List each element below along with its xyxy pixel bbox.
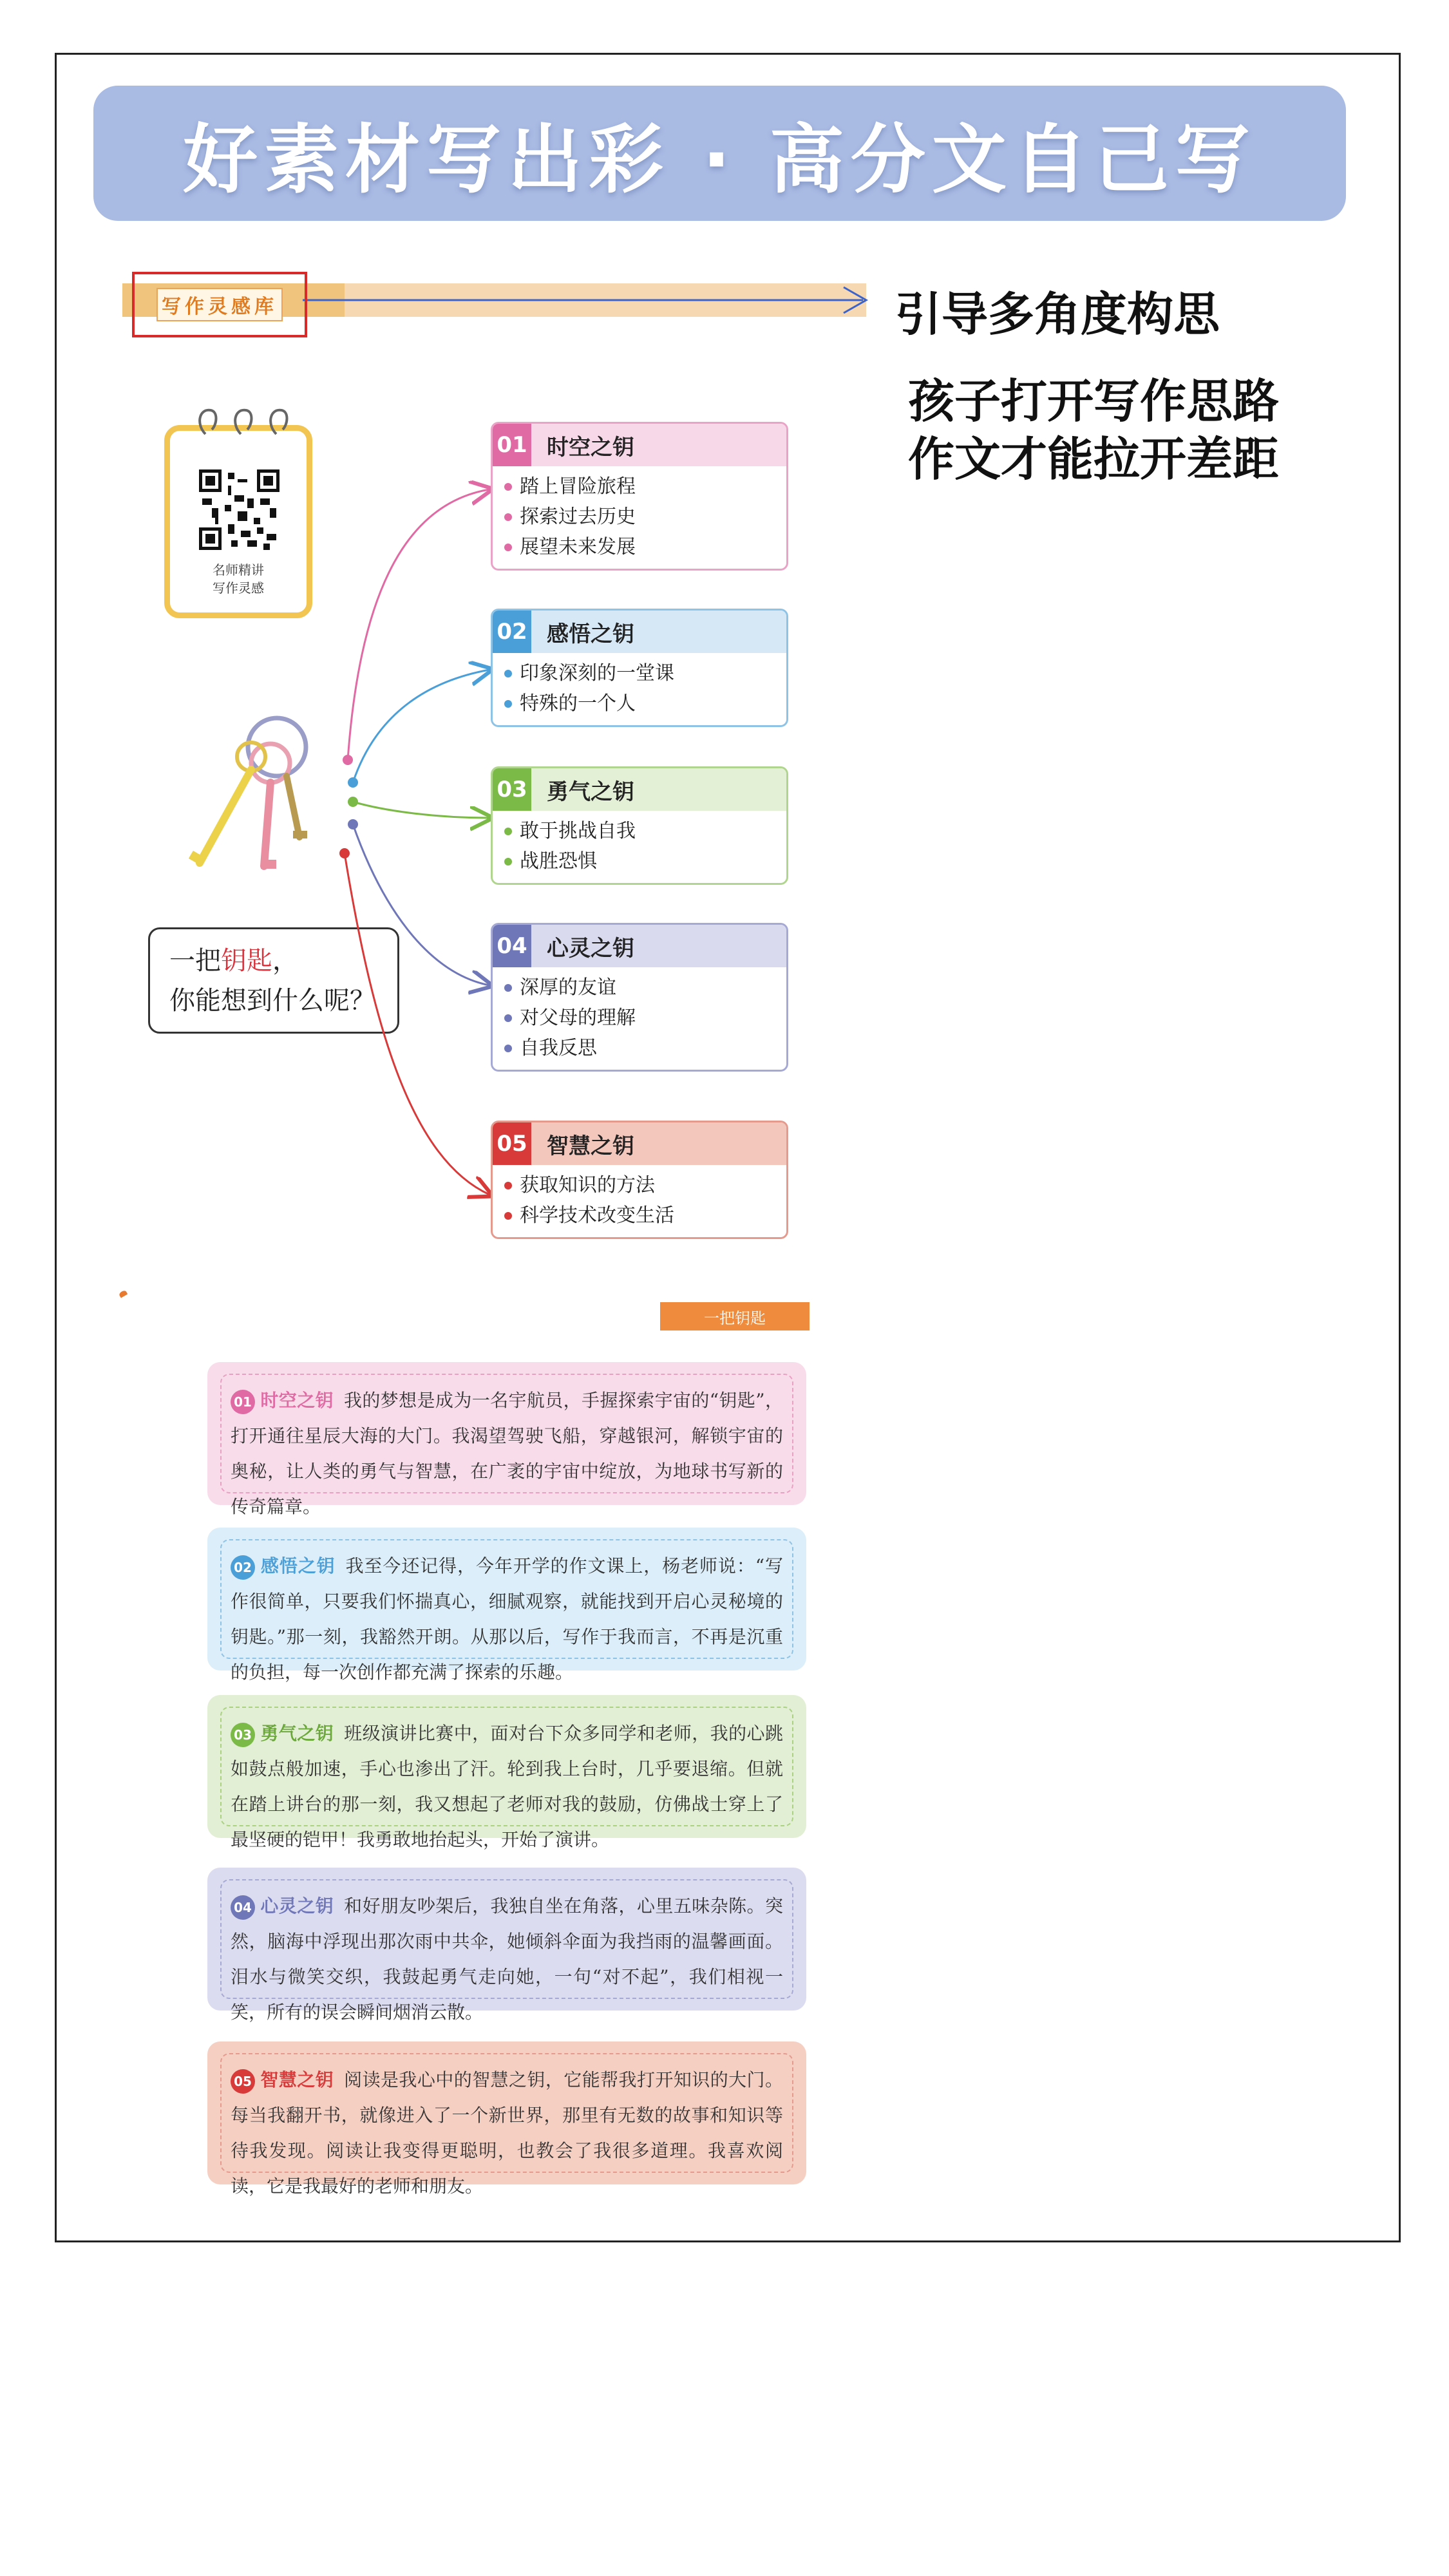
mind-card-title: 感悟之钥 [547,621,634,647]
speech-text-after: ， [272,946,298,976]
library-title: 写作灵感库 [156,288,283,321]
story-number: 02 [231,1555,255,1580]
banner-title: 好素材写出彩 · 高分文自己写 [183,116,1256,204]
story-text: 和好朋友吵架后，我独自坐在角落，心里五味杂陈。突然，脑海中浮现出那次雨中共伞，她倾斜伞面为我挡雨的温馨画面。泪水与微笑交织，我鼓起勇气走向她，一句“对不起”，我们相视一笑，所有的误会瞬间烟消云散。 [231,1895,783,2023]
mind-card-title: 心灵之钥 [547,935,634,961]
mind-card-number: 01 [493,424,531,466]
story-keyword: 感悟之钥 [260,1555,336,1577]
speech-line-2: 你能想到什么呢？ [169,986,375,1016]
story-card-5 [207,2041,806,2197]
mind-card-item: 探索过去历史 [504,502,786,532]
mind-card-3 [491,766,788,885]
title-banner [93,86,1346,221]
mind-card-item: 获取知识的方法 [504,1170,786,1200]
mind-card-number: 03 [493,768,531,811]
story-card-3 [207,1695,806,1850]
mind-card-item: 展望未来发展 [504,532,786,562]
callout-line-3: 作文才能拉开差距 [908,432,1280,486]
story-number: 01 [231,1390,255,1414]
mind-card-item: 印象深刻的一堂课 [504,658,786,688]
mind-card-item: 敢于挑战自我 [504,816,786,846]
qr-card[interactable] [164,425,312,618]
story-keyword: 心灵之钥 [260,1895,334,1917]
story-keyword: 勇气之钥 [260,1723,334,1744]
library-title-box [132,272,307,337]
story-card-4 [207,1868,806,2023]
callout-line-2: 孩子打开写作思路 [908,374,1280,428]
qr-label-2: 写作灵感 [213,580,264,596]
mind-card-item: 战胜恐惧 [504,846,786,876]
story-number: 05 [231,2069,255,2094]
callout-line-1: 引导多角度构思 [895,287,1220,341]
keys-icon [174,708,341,889]
story-card-2 [207,1528,806,1683]
mind-card-number: 02 [493,611,531,653]
mind-card-item: 深厚的友谊 [504,972,786,1003]
story-text: 阅读是我心中的智慧之钥，它能帮我打开知识的大门。每当我翻开书，就像进入了一个新世界，那里有无数的故事和知识等待我发现。阅读让我变得更聪明，也教会了我很多道理。我喜欢阅读，它是我最好的老师和朋友。 [231,2069,783,2197]
mind-card-5 [491,1121,788,1239]
mind-card-item: 对父母的理解 [504,1003,786,1033]
mind-card-title: 勇气之钥 [547,779,634,805]
story-card-1 [207,1362,806,1517]
mind-card-number: 04 [493,925,531,967]
story-text: 班级演讲比赛中，面对台下众多同学和老师，我的心跳如鼓点般加速，手心也渗出了汗。轮到我上台时，几乎要退缩。但就在踏上讲台的那一刻，我又想起了老师对我的鼓励，仿佛战士穿上了最坚硬的铠甲！我勇敢地抬起头，开始了演讲。 [231,1723,783,1850]
story-keyword: 时空之钥 [260,1390,334,1411]
mind-card-title: 智慧之钥 [547,1133,634,1159]
mind-card-item: 特殊的一个人 [504,688,786,719]
mind-card-item: 踏上冒险旅程 [504,471,786,502]
qr-code-icon [199,469,279,550]
mind-card-item: 科学技术改变生活 [504,1200,786,1231]
speech-highlight: 钥匙 [221,946,272,976]
story-keyword: 智慧之钥 [260,2069,334,2090]
mind-card-number: 05 [493,1122,531,1165]
mind-card-title: 时空之钥 [547,434,634,460]
qr-label-1: 名师精讲 [213,562,264,578]
notebook-rings-icon [193,405,302,444]
mind-card-1 [491,422,788,571]
section-tag: 一把钥匙 [660,1302,810,1331]
story-number: 03 [231,1723,255,1747]
speech-bubble [148,927,399,1034]
mind-card-item: 自我反思 [504,1033,786,1063]
mind-card-4 [491,923,788,1072]
mind-card-2 [491,609,788,727]
speech-text-before: 一把 [169,946,221,976]
story-text: 我至今还记得，今年开学的作文课上，杨老师说：“写作很简单，只要我们怀揣真心，细腻观察，就能找到开启心灵秘境的钥匙。”那一刻，我豁然开朗。从那以后，写作于我而言，不再是沉重的负担，每一次创作都充满了探索的乐趣。 [231,1555,783,1683]
story-number: 04 [231,1895,255,1920]
story-text: 我的梦想是成为一名宇航员，手握探索宇宙的“钥匙”，打开通往星辰大海的大门。我渴望驾驶飞船，穿越银河，解锁宇宙的奥秘，让人类的勇气与智慧，在广袤的宇宙中绽放，为地球书写新的传奇篇章。 [231,1390,783,1517]
